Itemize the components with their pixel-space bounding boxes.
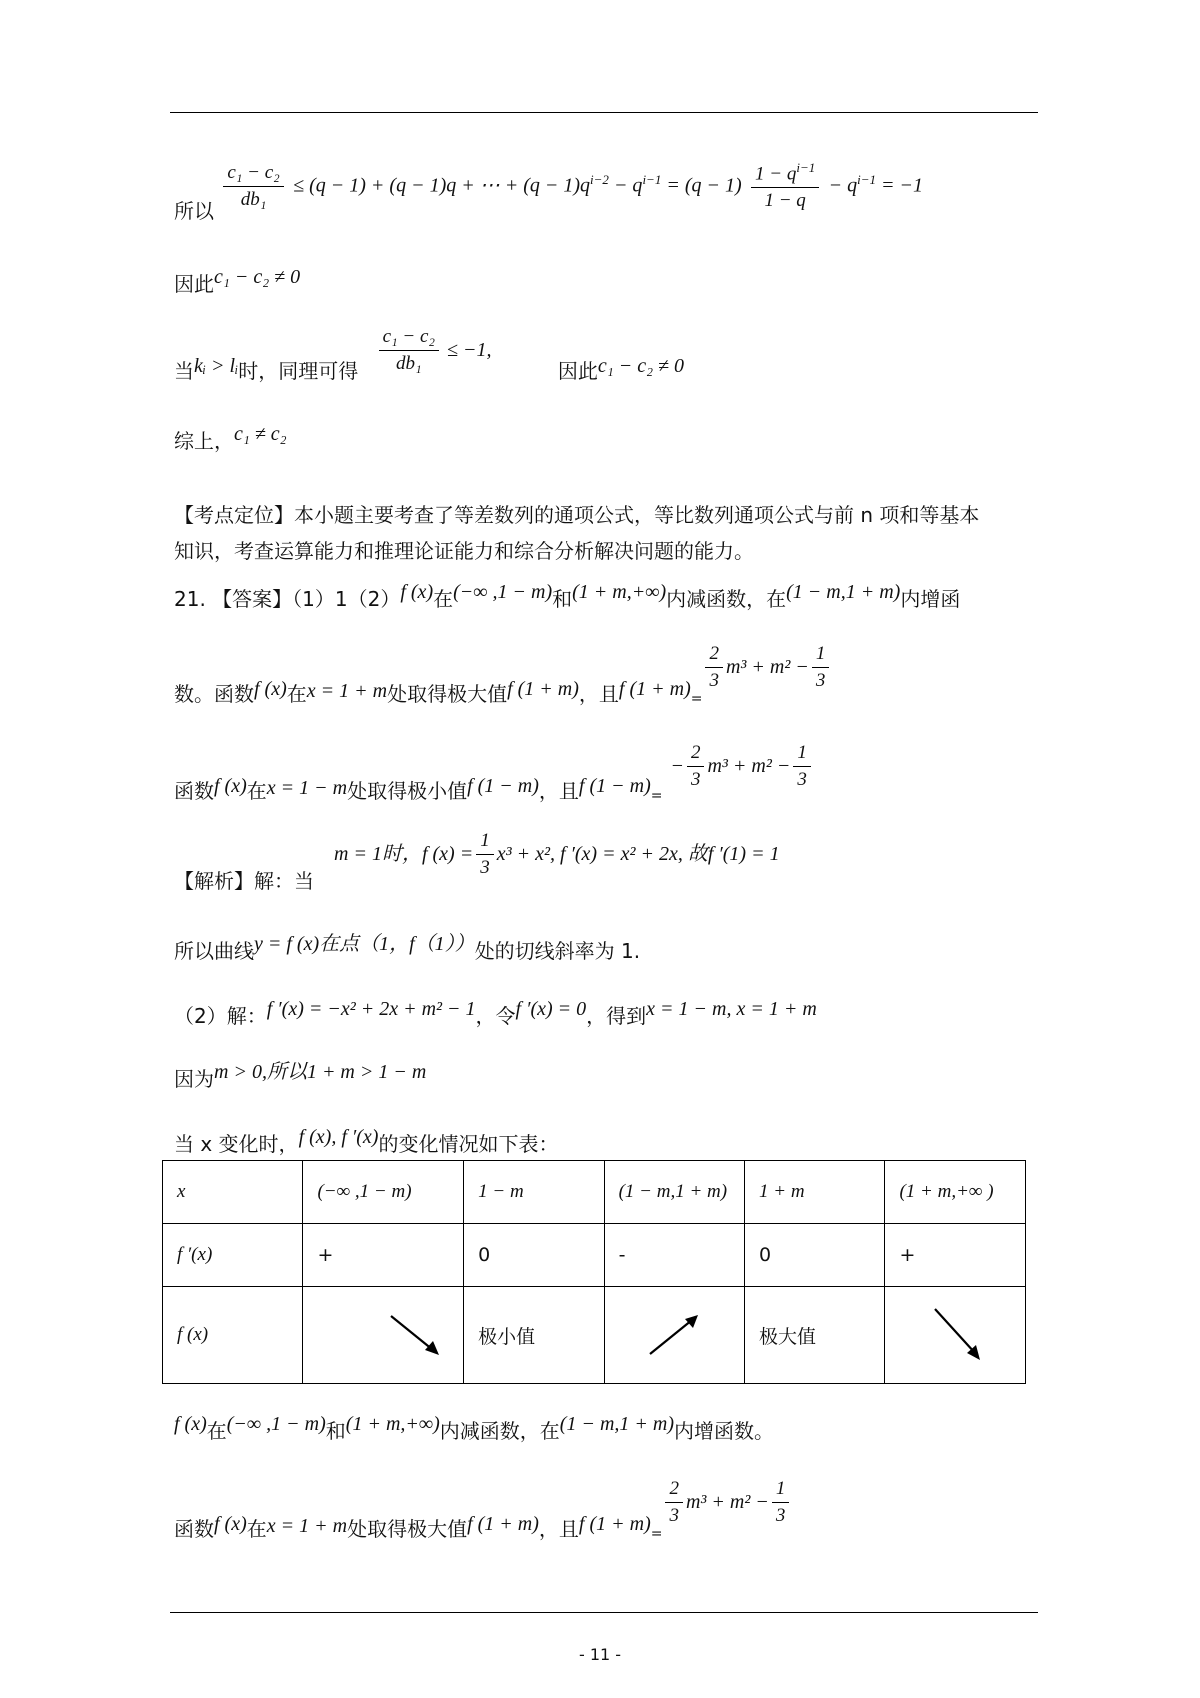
line-15: f (x)在(−∞ ,1 − m)和(1 + m,+∞)内减函数，在(1 − m,1 + m)内增函数。 bbox=[174, 1413, 774, 1443]
line-12: （2）解：f ′(x) = −x² + 2x + m² − 1，令f ′(x) = 0，得到x = 1 − m, x = 1 + m bbox=[174, 998, 817, 1028]
line-9: 函数f (x)在x = 1 − m处取得极小值f (1 − m)，且f $(1 - m)_=-$ $\frac{2}{3}$ m³ + m² − $\frac{1}{3}$ bbox=[174, 742, 814, 791]
table-cell: + bbox=[885, 1224, 1026, 1287]
math: − q bbox=[828, 174, 858, 197]
line-5: 【考点定位】本小题主要考查了等差数列的通项公式，等比数列通项公式与前 n 项和等基本 bbox=[174, 503, 980, 527]
line-7: 21. 【答案】（1）1（2）f (x)在(−∞ ,1 − m)和(1 + m,+∞)内减函数，在(1 − m,1 + m)内增函 bbox=[174, 581, 961, 611]
table-cell: (1 − m,1 + m) bbox=[604, 1161, 744, 1224]
exp: i−1 bbox=[857, 172, 876, 188]
math: kᵢ > lᵢ bbox=[194, 355, 239, 377]
line-11: 所以曲线y = f (x)在点（1，f（1））处的切线斜率为 1. bbox=[174, 933, 641, 963]
line-8: 数。函数f (x)在x = 1 + m处取得极大值f (1 + m)，且f $(1 + m)_=$ $\frac{2}{3}$ m³ + m² − $\frac{1}{3}$ bbox=[174, 643, 832, 692]
math: c₁ − c₂ ≠ 0 bbox=[597, 355, 685, 377]
fraction: $\frac{\text{c₁ − c₂}}{\text{db₁}}$ bbox=[379, 326, 439, 375]
table-cell: x bbox=[163, 1161, 303, 1224]
header-rule bbox=[170, 112, 1038, 113]
table-cell bbox=[604, 1287, 744, 1384]
line-1 bbox=[174, 160, 923, 223]
table-row bbox=[163, 1287, 1026, 1384]
table-cell: 1 − m bbox=[464, 1161, 604, 1224]
line-6: 知识，考查运算能力和推理论证能力和综合分析解决问题的能力。 bbox=[174, 539, 754, 563]
table-row bbox=[163, 1161, 1026, 1224]
table-cell: f ′(x) bbox=[163, 1224, 303, 1287]
text: 因此 bbox=[557, 359, 598, 383]
table-row bbox=[163, 1224, 1026, 1287]
text: 因此 bbox=[174, 272, 214, 296]
fraction: $\frac{\text{c₁ − c₂}}{\text{db₁}}$ bbox=[223, 162, 283, 211]
math: = −1 bbox=[875, 174, 923, 197]
page-number: - 11 - bbox=[578, 1645, 622, 1664]
text: 所以 bbox=[174, 198, 214, 223]
math: ≤ −1, bbox=[442, 339, 492, 361]
table-cell: 1 + m bbox=[745, 1161, 885, 1224]
line-4 bbox=[174, 425, 287, 454]
table-cell: - bbox=[604, 1224, 744, 1287]
table-cell bbox=[885, 1287, 1026, 1384]
math: ≤ (q − 1) + (q − 1)q + ⋯ + (q − 1)q bbox=[293, 174, 591, 197]
footer-rule bbox=[170, 1612, 1038, 1613]
line-13: 因为m > 0,所以1 + m > 1 − m bbox=[174, 1061, 427, 1091]
line-3 bbox=[174, 326, 685, 383]
table-cell: 0 bbox=[745, 1224, 885, 1287]
exp: i−1 bbox=[642, 172, 662, 188]
variation-table bbox=[162, 1160, 1026, 1384]
up-right-arrow-icon bbox=[644, 1310, 704, 1360]
down-right-arrow-icon bbox=[387, 1310, 447, 1360]
text: 综上， bbox=[174, 429, 234, 453]
math: − q bbox=[608, 174, 643, 197]
line-10: 【解析】解：当m = 1时，f (x) = $\frac{1}{3}$ x³ + x², f ′(x) = x² + 2x, 故f ′(1) = 1 bbox=[174, 830, 780, 893]
line-14: 当 x 变化时，f (x), f ′(x)的变化情况如下表： bbox=[174, 1126, 559, 1156]
table-cell bbox=[303, 1287, 464, 1384]
math: = (q − 1) bbox=[661, 174, 742, 197]
math: c₁ − c₂ ≠ 0 bbox=[214, 266, 301, 288]
table-cell: 极大值 bbox=[745, 1287, 885, 1384]
table-cell: 0 bbox=[464, 1224, 604, 1287]
line-2 bbox=[174, 268, 300, 297]
table-cell: (1 + m,+∞ ) bbox=[885, 1161, 1026, 1224]
text: 时，同理可得 bbox=[238, 359, 359, 383]
line-16: 函数f (x)在x = 1 + m处取得极大值f (1 + m)，且f $(1 + m)_=$ $\frac{2}{3}$ m³ + m² − $\frac{1}{3}$ bbox=[174, 1478, 792, 1527]
math: c₁ ≠ c₂ bbox=[234, 423, 287, 445]
table-cell: (−∞ ,1 − m) bbox=[303, 1161, 464, 1224]
table-cell: 极小值 bbox=[464, 1287, 604, 1384]
down-right-arrow-icon bbox=[929, 1305, 989, 1365]
table-cell: f (x) bbox=[163, 1287, 303, 1384]
fraction: $\frac{1 - q^{i-1}}{1 - q}$ bbox=[751, 160, 819, 212]
exp: i−2 bbox=[590, 172, 609, 188]
text: 当 bbox=[174, 359, 194, 383]
table-cell: + bbox=[303, 1224, 464, 1287]
